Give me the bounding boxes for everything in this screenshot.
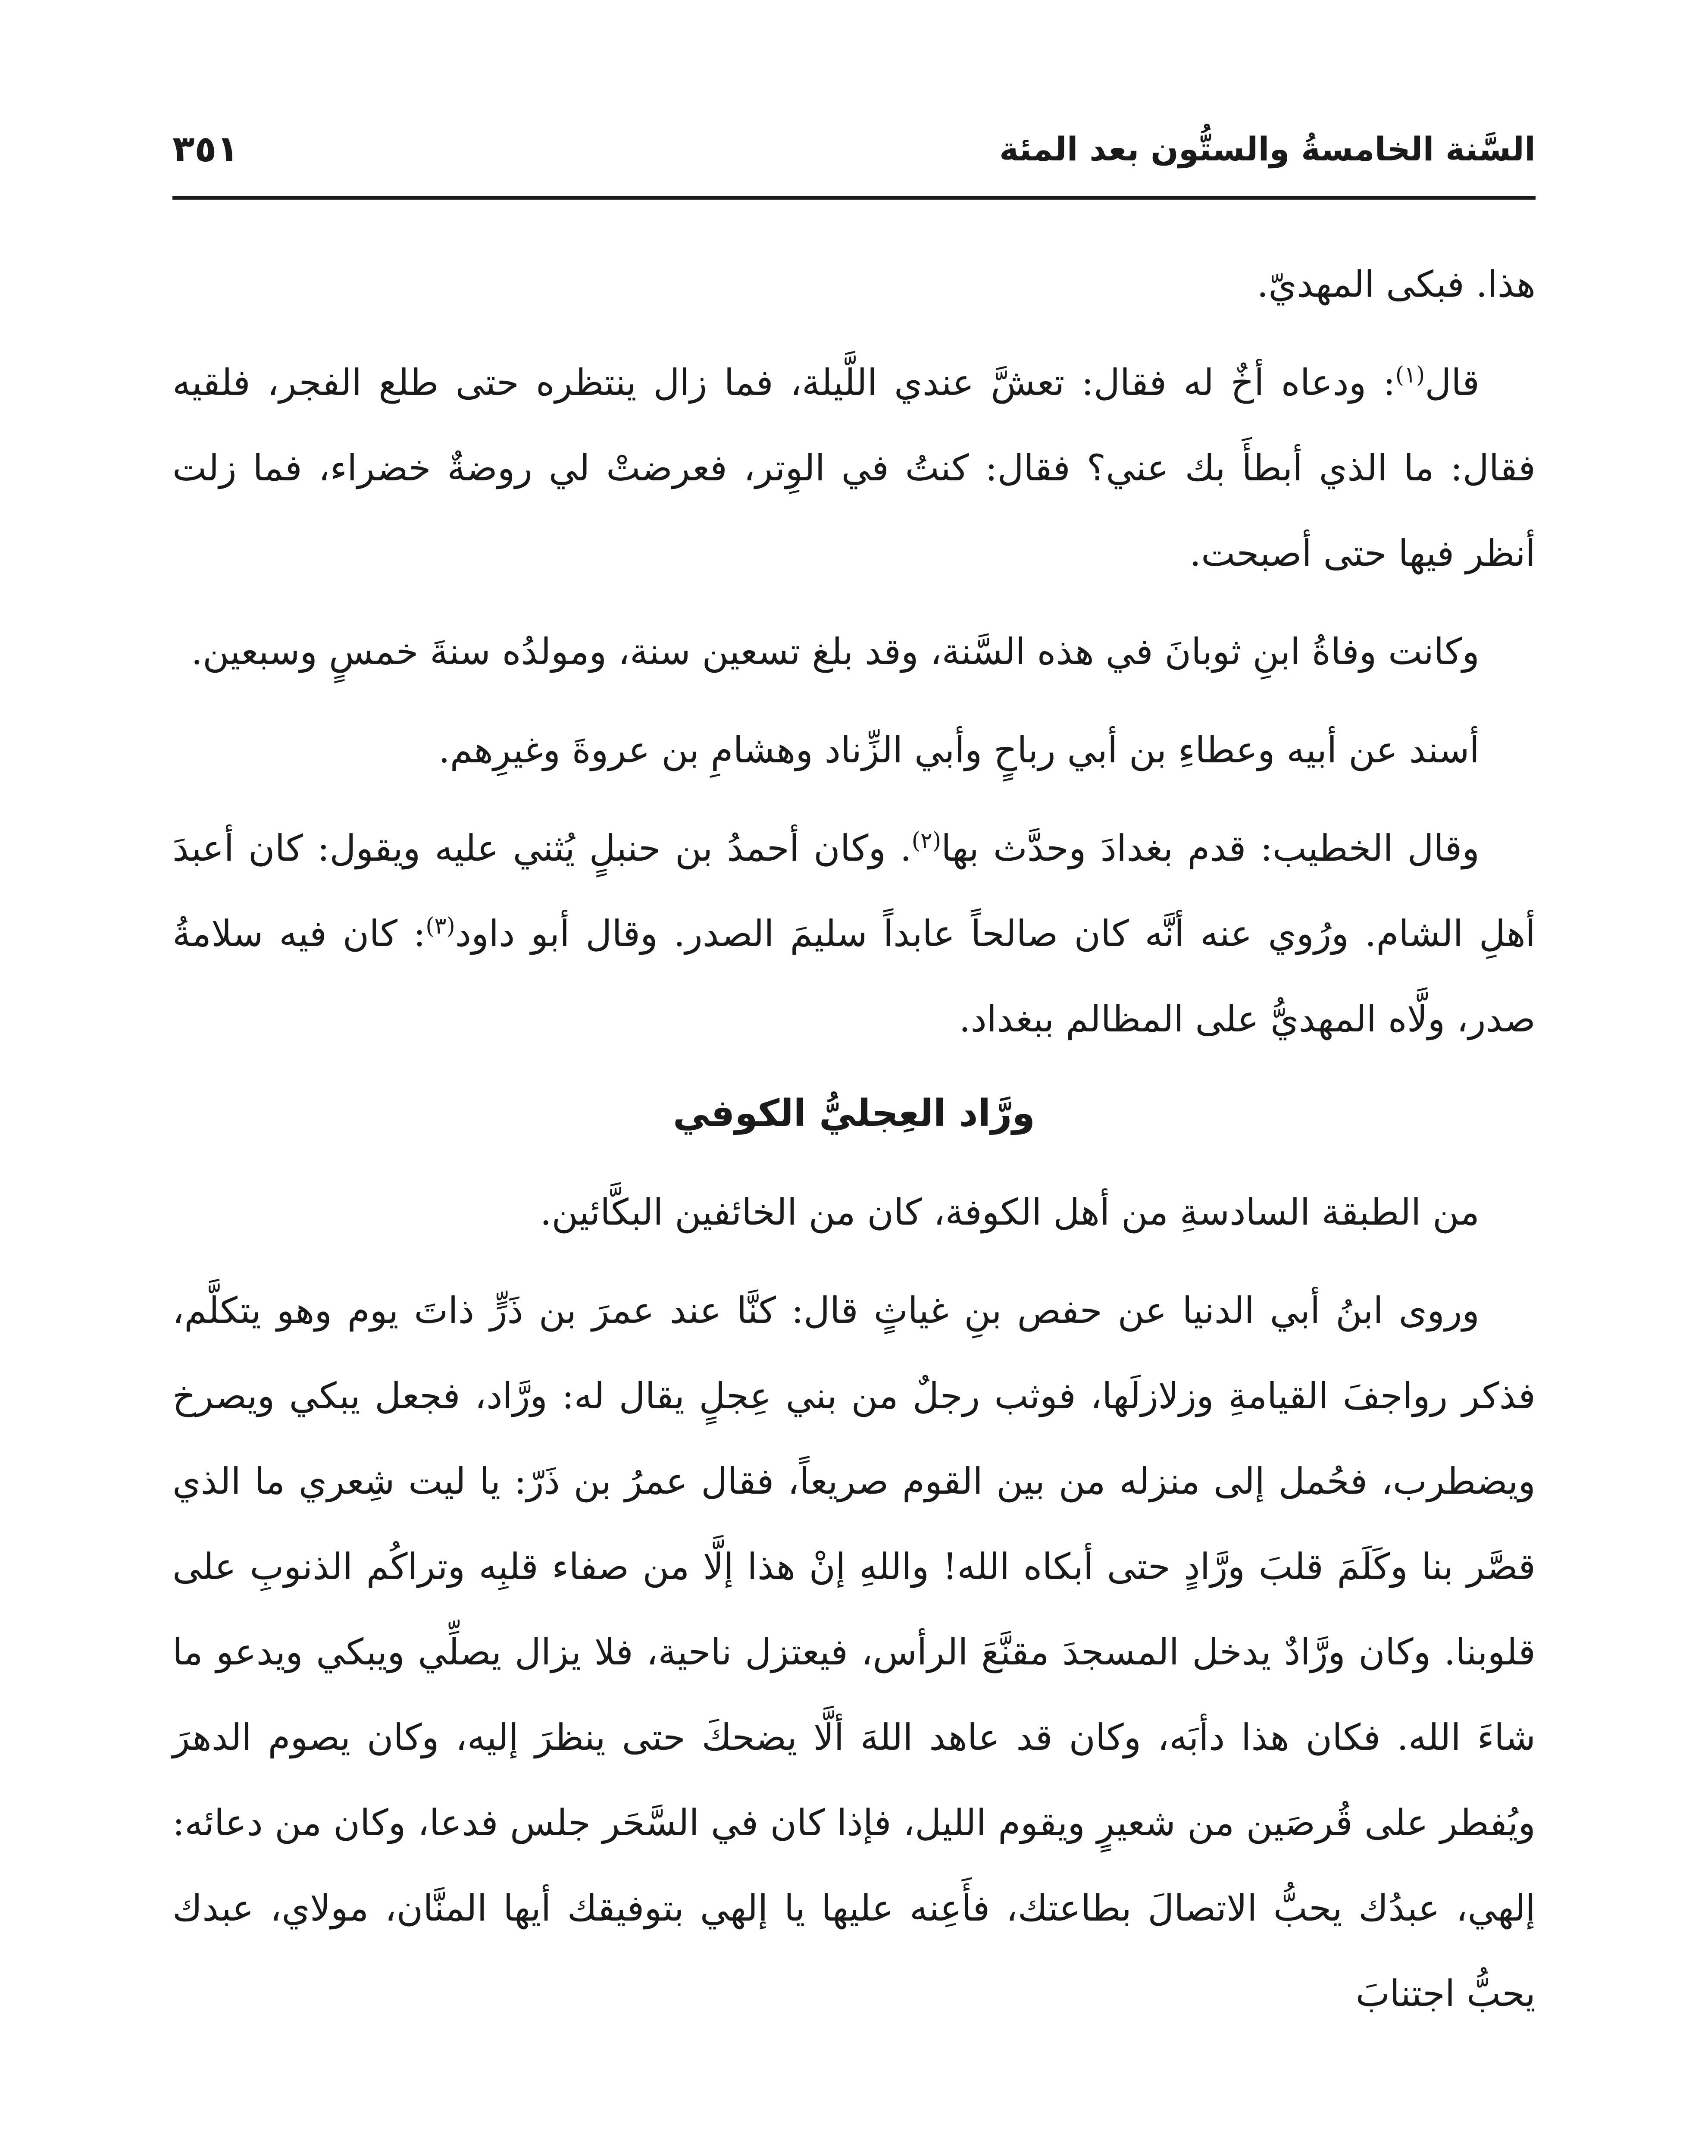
footnote-reference: (٣) xyxy=(425,913,455,939)
page-number: ٣٥١ xyxy=(172,128,239,170)
section-heading: ورَّاد العِجليُّ الكوفي xyxy=(673,1092,1035,1135)
paragraph: وقال الخطيب: قدم بغدادَ وحدَّث بها$^{(٢)}$. وكان أحمدُ بن حنبلٍ يُثني عليه ويقول: كان أعبدَ أهلِ الشام. ورُوي عنه أنَّه كان صالحاً عابداً سليمَ الصدر. وقال أبو داود$^{(٣)}$: كان فيه سلامةُ صدر، ولَّاه المهديُّ على المظالم ببغداد. xyxy=(172,827,1536,1040)
paragraph: هذا. فبكى المهديّ. xyxy=(1257,263,1536,305)
footnote-reference: (٢) xyxy=(911,828,942,854)
header-rule xyxy=(172,196,1536,200)
running-title: السَّنة الخامسةُ والستُّون بعد المئة xyxy=(999,129,1536,168)
paragraph: وكانت وفاةُ ابنِ ثوبانَ في هذه السَّنة، وقد بلغ تسعين سنة، ومولدُه سنةَ خمسٍ وسبعين. xyxy=(191,630,1480,673)
paragraph: قال$^{(١)}$: ودعاه أخٌ له فقال: تعشَّ عندي اللَّيلة، فما زال ينتظره حتى طلع الفجر، فلقيه فقال: ما الذي أبطأَ بك عني؟ فقال: كنتُ في الوِتر، فعرضتْ لي روضةٌ خضراء، فما زلت أنظر فيها حتى أصبحت. xyxy=(172,361,1536,574)
page-header xyxy=(172,116,1536,181)
paragraph: من الطبقة السادسةِ من أهل الكوفة، كان من الخائفين البكَّائين. xyxy=(540,1191,1480,1233)
footnote-reference: (١) xyxy=(1395,362,1425,388)
main-text xyxy=(172,241,1536,2049)
paragraph: وروى ابنُ أبي الدنيا عن حفص بنِ غياثٍ قال: كنَّا عند عمرَ بن ذَرٍّ ذاتَ يوم وهو يتكلَّم، فذكر رواجفَ القيامةِ وزلازلَها، فوثب رجلٌ من بني عِجلٍ يقال له: ورَّاد، فجعل يبكي ويصرخ ويضطرب، فحُمل إلى منزله من بين القوم صريعاً، فقال عمرُ بن ذَرّ: يا ليت شِعري ما الذي قصَّر بنا وكَلَمَ قلبَ ورَّادٍ حتى أبكاه الله! واللهِ إنْ هذا إلَّا من صفاء قلبِه وتراكُم الذنوبِ على قلوبنا. وكان ورَّادٌ يدخل المسجدَ مقنَّعَ الرأس، فيعتزل ناحية، فلا يزال يصلِّي ويبكي ويدعو ما شاءَ الله. فكان هذا دأبَه، وكان قد عاهد اللهَ ألَّا يضحكَ حتى ينظرَ إليه، وكان يصوم الدهرَ ويُفطر على قُرصَين من شعيرٍ ويقوم الليل، فإذا كان في السَّحَر جلس فدعا، وكان من دعائه: إلهي، عبدُك يحبُّ الاتصالَ بطاعتك، فأَعِنه عليها يا إلهي بتوفيقك أيها المنَّان، مولاي، عبدك يحبُّ اجتنابَ xyxy=(172,1289,1536,2015)
paragraph: أسند عن أبيه وعطاءِ بن أبي رباحٍ وأبي الزِّناد وهشامِ بن عروةَ وغيرِهم. xyxy=(438,729,1480,771)
